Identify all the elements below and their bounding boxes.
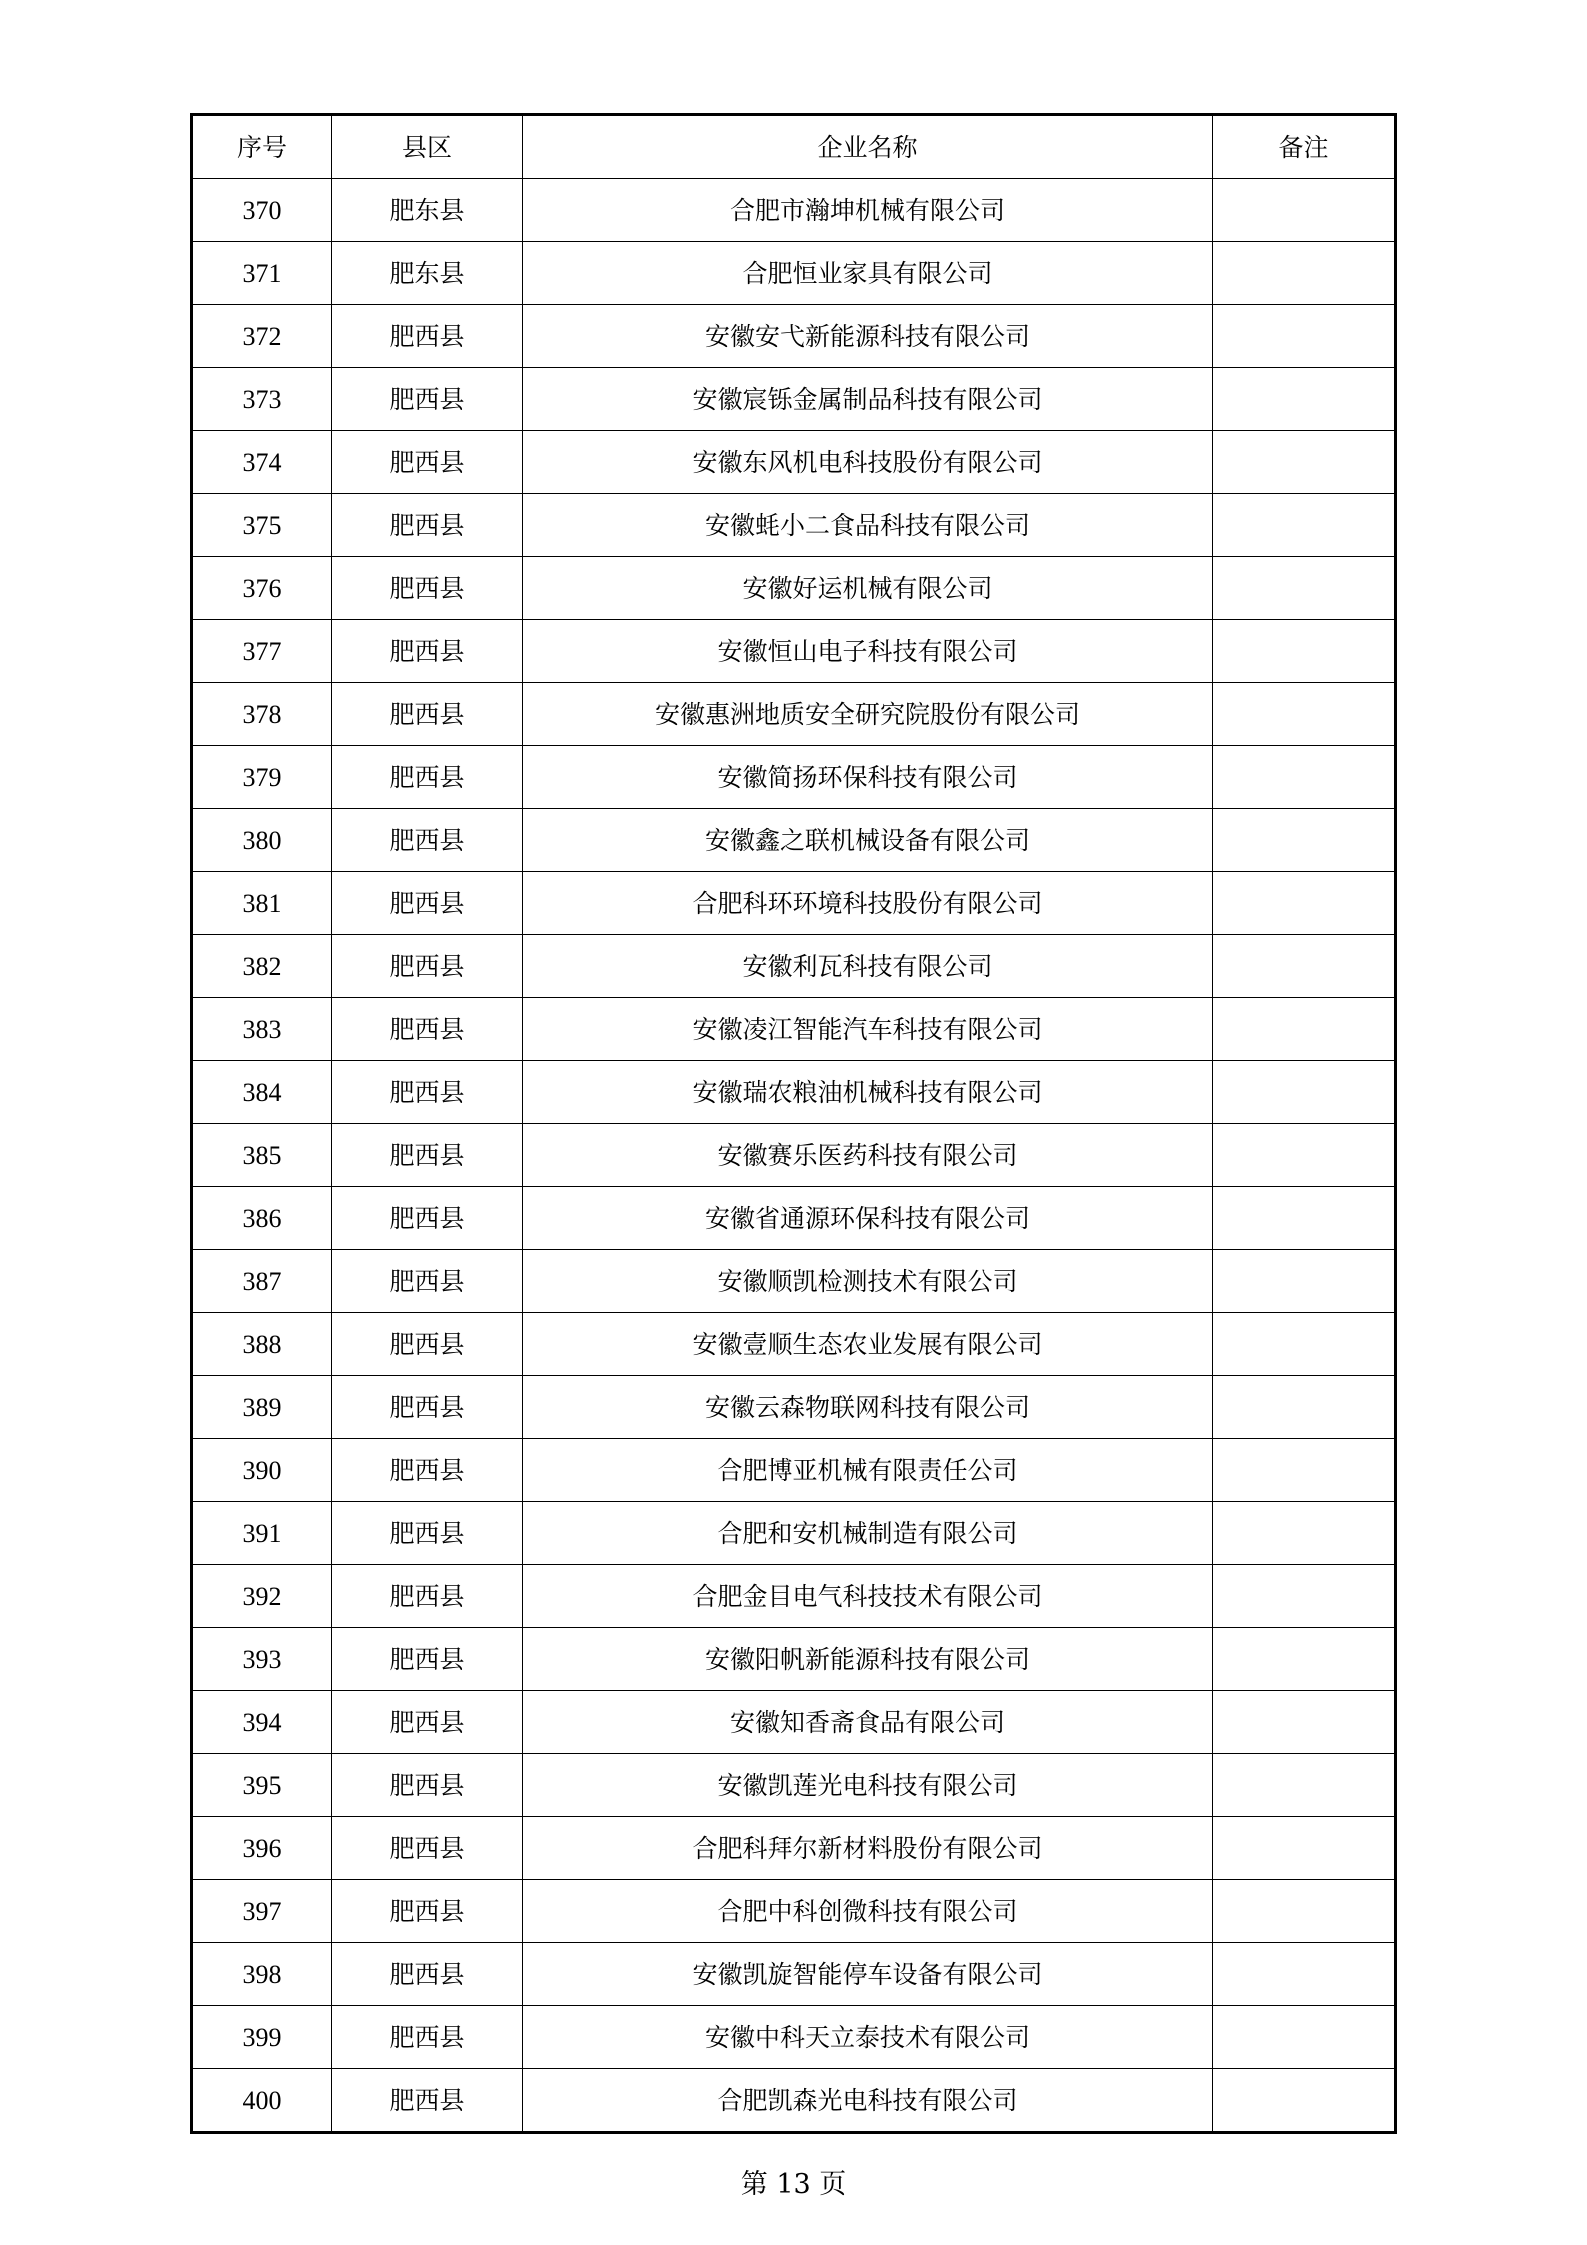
row-seq: 393 — [192, 1628, 332, 1691]
row-note — [1213, 1817, 1396, 1880]
row-seq: 377 — [192, 620, 332, 683]
row-seq: 378 — [192, 683, 332, 746]
table-row — [192, 368, 1396, 431]
table-row — [192, 935, 1396, 998]
table-row — [192, 1754, 1396, 1817]
table-row — [192, 1943, 1396, 2006]
row-seq: 376 — [192, 557, 332, 620]
row-county: 肥西县 — [332, 431, 523, 494]
row-county: 肥西县 — [332, 620, 523, 683]
row-note — [1213, 1439, 1396, 1502]
row-seq: 372 — [192, 305, 332, 368]
row-county: 肥西县 — [332, 1250, 523, 1313]
table-row — [192, 746, 1396, 809]
table-row — [192, 1250, 1396, 1313]
row-county: 肥西县 — [332, 1754, 523, 1817]
table-row — [192, 1628, 1396, 1691]
header-name: 企业名称 — [523, 115, 1213, 179]
row-enterprise-name: 安徽安弋新能源科技有限公司 — [523, 305, 1213, 368]
row-note — [1213, 1376, 1396, 1439]
row-seq: 384 — [192, 1061, 332, 1124]
row-seq: 374 — [192, 431, 332, 494]
row-seq: 375 — [192, 494, 332, 557]
table-row — [192, 2006, 1396, 2069]
row-county: 肥西县 — [332, 1124, 523, 1187]
table-row — [192, 1565, 1396, 1628]
row-county: 肥西县 — [332, 998, 523, 1061]
row-seq: 395 — [192, 1754, 332, 1817]
row-county: 肥西县 — [332, 935, 523, 998]
row-enterprise-name: 安徽云森物联网科技有限公司 — [523, 1376, 1213, 1439]
row-seq: 399 — [192, 2006, 332, 2069]
row-seq: 394 — [192, 1691, 332, 1754]
table-row — [192, 1439, 1396, 1502]
row-enterprise-name: 安徽宸铄金属制品科技有限公司 — [523, 368, 1213, 431]
row-seq: 388 — [192, 1313, 332, 1376]
row-seq: 386 — [192, 1187, 332, 1250]
table-row — [192, 305, 1396, 368]
row-note — [1213, 1628, 1396, 1691]
row-note — [1213, 2069, 1396, 2133]
row-seq: 382 — [192, 935, 332, 998]
row-county: 肥东县 — [332, 179, 523, 242]
table-body — [192, 179, 1396, 2133]
row-county: 肥西县 — [332, 872, 523, 935]
table-header-row — [192, 115, 1396, 179]
row-county: 肥西县 — [332, 368, 523, 431]
row-note — [1213, 1187, 1396, 1250]
table-row — [192, 494, 1396, 557]
row-note — [1213, 242, 1396, 305]
row-county: 肥西县 — [332, 1880, 523, 1943]
row-enterprise-name: 安徽利瓦科技有限公司 — [523, 935, 1213, 998]
row-note — [1213, 431, 1396, 494]
row-county: 肥西县 — [332, 305, 523, 368]
enterprise-table — [190, 113, 1397, 2134]
row-seq: 370 — [192, 179, 332, 242]
row-seq: 379 — [192, 746, 332, 809]
row-county: 肥西县 — [332, 1313, 523, 1376]
row-enterprise-name: 安徽瑞农粮油机械科技有限公司 — [523, 1061, 1213, 1124]
table-row — [192, 620, 1396, 683]
row-seq: 371 — [192, 242, 332, 305]
row-seq: 391 — [192, 1502, 332, 1565]
row-enterprise-name: 安徽凯莲光电科技有限公司 — [523, 1754, 1213, 1817]
row-seq: 397 — [192, 1880, 332, 1943]
table-row — [192, 683, 1396, 746]
row-note — [1213, 872, 1396, 935]
row-note — [1213, 179, 1396, 242]
row-seq: 389 — [192, 1376, 332, 1439]
row-enterprise-name: 合肥市瀚坤机械有限公司 — [523, 179, 1213, 242]
row-note — [1213, 2006, 1396, 2069]
table-row — [192, 872, 1396, 935]
header-county: 县区 — [332, 115, 523, 179]
row-enterprise-name: 安徽惠洲地质安全研究院股份有限公司 — [523, 683, 1213, 746]
page-number: 第 13 页 — [740, 2169, 847, 2200]
row-enterprise-name: 安徽中科天立泰技术有限公司 — [523, 2006, 1213, 2069]
row-county: 肥西县 — [332, 683, 523, 746]
row-seq: 380 — [192, 809, 332, 872]
table-row — [192, 1376, 1396, 1439]
row-note — [1213, 1502, 1396, 1565]
header-note: 备注 — [1213, 115, 1396, 179]
row-note — [1213, 683, 1396, 746]
row-enterprise-name: 安徽恒山电子科技有限公司 — [523, 620, 1213, 683]
row-enterprise-name: 合肥凯森光电科技有限公司 — [523, 2069, 1213, 2133]
row-county: 肥西县 — [332, 1187, 523, 1250]
row-enterprise-name: 合肥科拜尔新材料股份有限公司 — [523, 1817, 1213, 1880]
row-county: 肥西县 — [332, 1502, 523, 1565]
row-enterprise-name: 安徽凯旋智能停车设备有限公司 — [523, 1943, 1213, 2006]
row-county: 肥东县 — [332, 242, 523, 305]
row-note — [1213, 746, 1396, 809]
row-enterprise-name: 合肥恒业家具有限公司 — [523, 242, 1213, 305]
row-seq: 381 — [192, 872, 332, 935]
table-row — [192, 1313, 1396, 1376]
row-county: 肥西县 — [332, 1943, 523, 2006]
row-note — [1213, 1313, 1396, 1376]
row-note — [1213, 494, 1396, 557]
table-row — [192, 179, 1396, 242]
row-enterprise-name: 合肥和安机械制造有限公司 — [523, 1502, 1213, 1565]
row-enterprise-name: 安徽蚝小二食品科技有限公司 — [523, 494, 1213, 557]
row-county: 肥西县 — [332, 2006, 523, 2069]
row-enterprise-name: 合肥中科创微科技有限公司 — [523, 1880, 1213, 1943]
table-row — [192, 1187, 1396, 1250]
table-row — [192, 998, 1396, 1061]
row-seq: 390 — [192, 1439, 332, 1502]
table-row — [192, 557, 1396, 620]
table-row — [192, 809, 1396, 872]
row-county: 肥西县 — [332, 1061, 523, 1124]
table-row — [192, 1124, 1396, 1187]
row-county: 肥西县 — [332, 1565, 523, 1628]
row-note — [1213, 1124, 1396, 1187]
row-note — [1213, 998, 1396, 1061]
row-county: 肥西县 — [332, 1691, 523, 1754]
row-county: 肥西县 — [332, 557, 523, 620]
row-enterprise-name: 安徽好运机械有限公司 — [523, 557, 1213, 620]
table-row — [192, 1061, 1396, 1124]
row-seq: 398 — [192, 1943, 332, 2006]
table-row — [192, 431, 1396, 494]
row-seq: 373 — [192, 368, 332, 431]
row-enterprise-name: 安徽凌江智能汽车科技有限公司 — [523, 998, 1213, 1061]
row-enterprise-name: 安徽鑫之联机械设备有限公司 — [523, 809, 1213, 872]
row-note — [1213, 620, 1396, 683]
row-seq: 385 — [192, 1124, 332, 1187]
row-enterprise-name: 安徽省通源环保科技有限公司 — [523, 1187, 1213, 1250]
row-note — [1213, 1691, 1396, 1754]
row-enterprise-name: 安徽知香斋食品有限公司 — [523, 1691, 1213, 1754]
row-note — [1213, 1754, 1396, 1817]
row-seq: 392 — [192, 1565, 332, 1628]
row-note — [1213, 1880, 1396, 1943]
row-county: 肥西县 — [332, 1817, 523, 1880]
row-seq: 387 — [192, 1250, 332, 1313]
row-county: 肥西县 — [332, 746, 523, 809]
row-note — [1213, 1565, 1396, 1628]
row-enterprise-name: 安徽赛乐医药科技有限公司 — [523, 1124, 1213, 1187]
row-seq: 383 — [192, 998, 332, 1061]
row-seq: 396 — [192, 1817, 332, 1880]
row-note — [1213, 368, 1396, 431]
row-note — [1213, 557, 1396, 620]
row-enterprise-name: 安徽阳帆新能源科技有限公司 — [523, 1628, 1213, 1691]
row-note — [1213, 1943, 1396, 2006]
table-row — [192, 2069, 1396, 2133]
row-enterprise-name: 安徽顺凯检测技术有限公司 — [523, 1250, 1213, 1313]
row-enterprise-name: 合肥金目电气科技技术有限公司 — [523, 1565, 1213, 1628]
row-county: 肥西县 — [332, 1376, 523, 1439]
header-seq: 序号 — [192, 115, 332, 179]
row-county: 肥西县 — [332, 1628, 523, 1691]
row-enterprise-name: 合肥科环环境科技股份有限公司 — [523, 872, 1213, 935]
table-row — [192, 1817, 1396, 1880]
table-row — [192, 242, 1396, 305]
row-county: 肥西县 — [332, 2069, 523, 2133]
row-note — [1213, 809, 1396, 872]
table-row — [192, 1880, 1396, 1943]
row-enterprise-name: 安徽壹顺生态农业发展有限公司 — [523, 1313, 1213, 1376]
row-county: 肥西县 — [332, 494, 523, 557]
row-note — [1213, 1061, 1396, 1124]
row-note — [1213, 935, 1396, 998]
row-enterprise-name: 合肥博亚机械有限责任公司 — [523, 1439, 1213, 1502]
row-county: 肥西县 — [332, 809, 523, 872]
row-enterprise-name: 安徽简扬环保科技有限公司 — [523, 746, 1213, 809]
row-county: 肥西县 — [332, 1439, 523, 1502]
table-row — [192, 1691, 1396, 1754]
row-note — [1213, 305, 1396, 368]
row-note — [1213, 1250, 1396, 1313]
row-enterprise-name: 安徽东风机电科技股份有限公司 — [523, 431, 1213, 494]
table-row — [192, 1502, 1396, 1565]
row-seq: 400 — [192, 2069, 332, 2133]
